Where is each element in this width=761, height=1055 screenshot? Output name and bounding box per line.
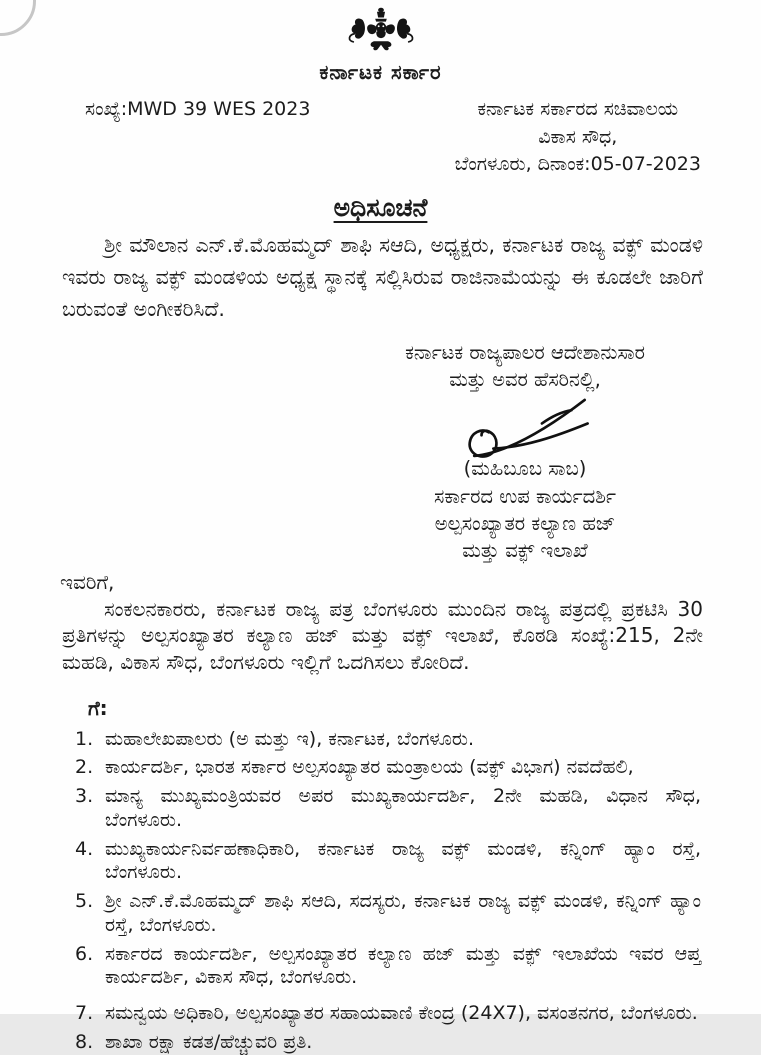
copy-to-list (75, 728, 701, 1055)
authority-line-1: ಕರ್ನಾಟಕ ರಾಜ್ಯಪಾಲರ ಆದೇಶಾನುಸಾರ (405, 340, 645, 364)
address-line-2: ವಿಕಾಸ ಸೌಧ, (538, 125, 618, 148)
reference-number: ಸಂಖ್ಯೆ:MWD 39 WES 2023 (85, 98, 311, 120)
handwritten-signature-icon (452, 394, 598, 464)
document-header (0, 0, 761, 84)
designation-line-2: ಅಲ್ಪಸಂಖ್ಯಾತರ ಕಲ್ಯಾಣ ಹಜ್ (434, 512, 616, 536)
address-line-3-date: ಬೆಂಗಳೂರು, ದಿನಾಂಕ:05-07-2023 (454, 153, 701, 176)
list-item: ಮುಖ್ಯಕಾರ್ಯನಿರ್ವಹಣಾಧಿಕಾರಿ, ಕರ್ನಾಟಕ ರಾಜ್ಯ ವಕ್ಫ್ ಮಂಡಳಿ, ಕನ್ನಿಂಗ್ ಹ್ಯಾಂ ರಸ್ತೆ, ಬೆಂಗಳೂರು. (105, 837, 701, 884)
karnataka-emblem-icon (339, 6, 423, 58)
notification-body-paragraph: ಶ್ರೀ ಮೌಲಾನ ಎನ್.ಕೆ.ಮೊಹಮ್ಮದ್ ಶಾಫಿ ಸಆದಿ, ಅಧ್ಯಕ್ಷರು, ಕರ್ನಾಟಕ ರಾಜ್ಯ ವಕ್ಫ್ ಮಂಡಳಿ ಇವರು ರಾಜ್ಯ ವಕ್ಫ್ ಮಂಡಳಿಯ ಅಧ್ಯಕ್ಷ ಸ್ಥಾನಕ್ಕೆ ಸಲ್ಲಿಸಿರುವ ರಾಜಿನಾಮೆಯನ್ನು ಈ ಕೂಡಲೇ ಜಾರಿಗೆ ಬರುವಂತೆ ಅಂಗೀಕರಿಸಿದೆ. (62, 232, 703, 322)
list-item: ಶ್ರೀ ಎನ್.ಕೆ.ಮೊಹಮ್ಮದ್ ಶಾಫಿ ಸಆದಿ, ಸದಸ್ಯರು, ಕರ್ನಾಟಕ ರಾಜ್ಯ ವಕ್ಫ್ ಮಂಡಳಿ, ಕನ್ನಿಂಗ್ ಹ್ಯಾಂ ರಸ್ತೆ, ಬೆಂಗಳೂರು. (105, 890, 701, 936)
document-title: ಅಧಿಸೂಚನೆ (333, 192, 428, 222)
list-item: ಶಾಖಾ ರಕ್ಷಾ ಕಡತ/ಹೆಚ್ಚುವರಿ ಪ್ರತಿ. (105, 1030, 313, 1053)
signatory-name: (ಮಹಿಬೂಬ ಸಾಬ) (463, 457, 587, 481)
list-item: ಮಾನ್ಯ ಮುಖ್ಯಮಂತ್ರಿಯವರ ಅಪರ ಮುಖ್ಯಕಾರ್ಯದರ್ಶಿ, 2ನೇ ಮಹಡಿ, ವಿಧಾನ ಸೌಧ, ಬೆಂಗಳೂರು. (105, 785, 701, 831)
list-item: ಮಹಾಲೇಖಪಾಲರು (ಅ ಮತ್ತು ಇ), ಕರ್ನಾಟಕ, ಬೆಂಗಳೂರು. (105, 727, 475, 750)
designation-line-3: ಮತ್ತು ವಕ್ಫ್ ಇಲಾಖೆ (462, 539, 588, 563)
address-line-1: ಕರ್ನಾಟಕ ಸರ್ಕಾರದ ಸಚಿವಾಲಯ (477, 98, 679, 120)
reference-row (0, 84, 761, 179)
authority-line-2: ಮತ್ತು ಅವರ ಹೆಸರಿನಲ್ಲಿ, (449, 368, 601, 392)
list-item: ಸರ್ಕಾರದ ಕಾರ್ಯದರ್ಶಿ, ಅಲ್ಪಸಂಖ್ಯಾತರ ಕಲ್ಯಾಣ ಹಜ್ ಮತ್ತು ವಕ್ಫ್ ಇಲಾಖೆಯ ಇವರ ಆಪ್ತ ಕಾರ್ಯದರ್ಶಿ, ವಿಕಾಸ ಸೌಧ, ಬೆಂಗಳೂರು. (105, 942, 701, 989)
designation-line-1: ಸರ್ಕಾರದ ಉಪ ಕಾರ್ಯದರ್ಶಿ (433, 484, 616, 508)
list-item: ಸಮನ್ವಯ ಅಧಿಕಾರಿ, ಅಲ್ಪಸಂಖ್ಯಾತರ ಸಹಾಯವಾಣಿ ಕೇಂದ್ರ (24X7), ವಸಂತನಗರ, ಬೆಂಗಳೂರು. (105, 1002, 698, 1025)
addressee-paragraph: ಸಂಕಲನಕಾರರು, ಕರ್ನಾಟಕ ರಾಜ್ಯ ಪತ್ರ ಬೆಂಗಳೂರು ಮುಂದಿನ ರಾಜ್ಯ ಪತ್ರದಲ್ಲಿ ಪ್ರಕಟಿಸಿ 30 ಪ್ರತಿಗಳನ್ನು ಅಲ್ಪಸಂಖ್ಯಾತರ ಕಲ್ಯಾಣ ಹಜ್ ಮತ್ತು ವಕ್ಫ್ ಇಲಾಖೆ, ಕೊಠಡಿ ಸಂಖ್ಯೆ:215, 2ನೇ ಮಹಡಿ, ವಿಕಾಸ ಸೌಧ, ಬೆಂಗಳೂರು ಇಲ್ಲಿಗೆ ಒದಗಿಸಲು ಕೋರಿದೆ. (62, 596, 703, 675)
addressee-label: ಇವರಿಗೆ, (60, 569, 115, 594)
list-item: ಕಾರ್ಯದರ್ಶಿ, ಭಾರತ ಸರ್ಕಾರ ಅಲ್ಪಸಂಖ್ಯಾತರ ಮಂತ್ರಾಲಯ (ವಕ್ಫ್ ವಿಭಾಗ) ನವದೆಹಲಿ, (105, 756, 634, 779)
government-name: ಕರ್ನಾಟಕ ಸರ್ಕಾರ (319, 60, 442, 84)
signature-block (360, 340, 690, 564)
copy-to-label: ಗೆ: (88, 695, 108, 720)
office-address (455, 96, 701, 179)
